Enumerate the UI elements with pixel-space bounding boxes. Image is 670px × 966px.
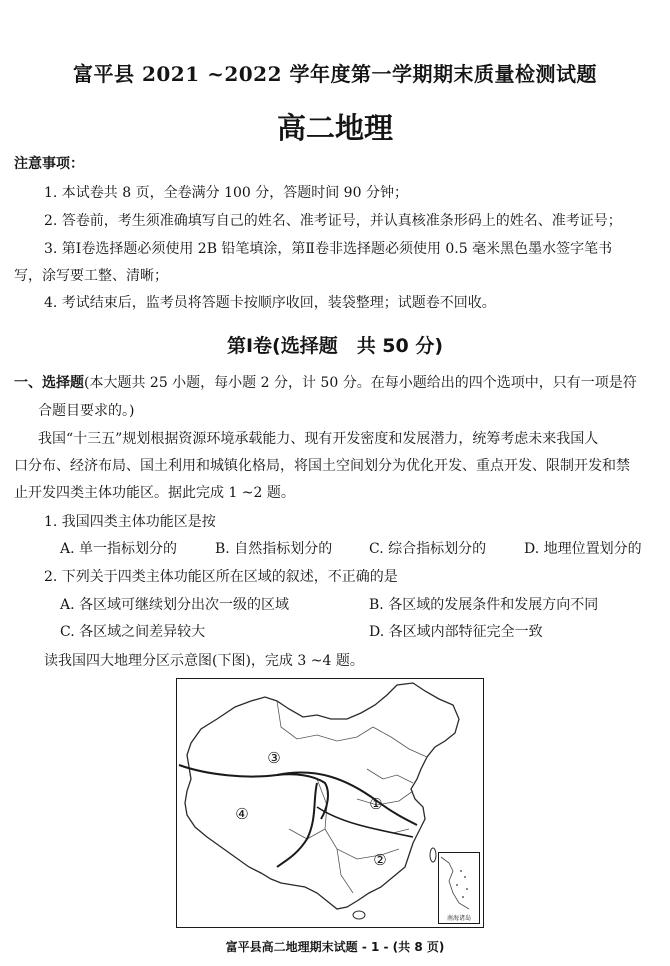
province-line bbox=[317, 779, 399, 859]
regional-boundary bbox=[317, 807, 413, 837]
province-line bbox=[277, 701, 373, 741]
subject-title: 高二地理 bbox=[276, 111, 393, 145]
page-footer: 富平县高二地理期末试题 - 1 - (共 8 页) bbox=[225, 940, 445, 954]
notes-heading: 注意事项： bbox=[14, 156, 84, 172]
question-2-option-c: C. 各区域之间差异较大 bbox=[60, 624, 206, 640]
region-label-3: ③ bbox=[267, 749, 281, 767]
inset-island bbox=[462, 896, 464, 898]
exam-title: 富平县 2021 ~2022 学年度第一学期期末质量检测试题 bbox=[73, 62, 597, 86]
section-title: 第Ⅰ卷(选择题 共 50 分) bbox=[226, 335, 444, 357]
question-1-option-c: C. 综合指标划分的 bbox=[369, 541, 487, 557]
regional-boundary bbox=[277, 783, 317, 867]
question-1-option-b: B. 自然指标划分的 bbox=[215, 541, 333, 557]
question-2-option-d: D. 各区域内部特征完全一致 bbox=[369, 624, 543, 640]
note-item-4: 4. 考试结束后，监考员将答题卡按顺序收回，装袋整理；试题卷不回收。 bbox=[44, 295, 496, 311]
note-item-3-cont: 写，涂写要工整、清晰； bbox=[14, 268, 168, 284]
question-2-option-b: B. 各区域的发展条件和发展方向不同 bbox=[369, 597, 599, 613]
part-label: 一、选择题 bbox=[14, 375, 84, 391]
national-border bbox=[185, 683, 459, 909]
region-label-4: ④ bbox=[235, 805, 249, 823]
passage-line-2: 口分布、经济布局、国土利用和城镇化格局，将国土空间划分为优化开发、重点开发、限制开发和禁 bbox=[14, 458, 630, 474]
note-item-1: 1. 本试卷共 8 页，全卷满分 100 分，答题时间 90 分钟； bbox=[44, 185, 408, 201]
region-label-2: ② bbox=[373, 851, 387, 869]
passage-line-3: 止开发四类主体功能区。据此完成 1 ~2 题。 bbox=[14, 485, 295, 501]
inset-coast bbox=[441, 857, 469, 909]
map-drawing bbox=[177, 679, 482, 926]
regional-boundary bbox=[277, 774, 328, 819]
part-desc-cont: 合题目要求的。) bbox=[38, 403, 135, 419]
question-2-option-a: A. 各区域可继续划分出次一级的区域 bbox=[60, 597, 290, 613]
part-heading bbox=[14, 374, 637, 392]
china-regions-map bbox=[176, 678, 484, 928]
question-1-stem: 1. 我国四类主体功能区是按 bbox=[44, 514, 216, 530]
taiwan-island bbox=[430, 848, 436, 862]
inset-label: 南海诸岛 bbox=[446, 915, 471, 922]
inset-island bbox=[460, 870, 462, 872]
province-line bbox=[373, 727, 427, 757]
province-line bbox=[367, 769, 413, 783]
part-desc: (本大题共 25 小题，每小题 2 分，计 50 分。在每小题给出的四个选项中，只有一项是符 bbox=[84, 375, 637, 391]
south-china-sea-inset bbox=[438, 852, 480, 924]
hainan-island bbox=[353, 911, 365, 919]
region-label-1: ① bbox=[369, 795, 383, 813]
map-intro: 读我国四大地理分区示意图(下图)，完成 3 ~4 题。 bbox=[44, 653, 364, 669]
question-2-stem: 2. 下列关于四类主体功能区所在区域的叙述，不正确的是 bbox=[44, 569, 398, 585]
question-1-option-d: D. 地理位置划分的 bbox=[524, 541, 642, 557]
question-1-option-a: A. 单一指标划分的 bbox=[60, 541, 178, 557]
inset-island bbox=[466, 888, 468, 890]
inset-island bbox=[456, 884, 458, 886]
inset-island bbox=[464, 876, 466, 878]
note-item-2: 2. 答卷前，考生须准确填写自己的姓名、准考证号，并认真核准条形码上的姓名、准考证号； bbox=[44, 213, 622, 229]
passage-line-1: 我国“十三五”规划根据资源环境承载能力、现有开发密度和发展潜力，统筹考虑未来我国人 bbox=[38, 431, 599, 447]
note-item-3: 3. 第Ⅰ卷选择题必须使用 2B 铅笔填涂，第Ⅱ卷非选择题必须使用 0.5 毫米黑色墨水签字笔书 bbox=[44, 241, 613, 257]
